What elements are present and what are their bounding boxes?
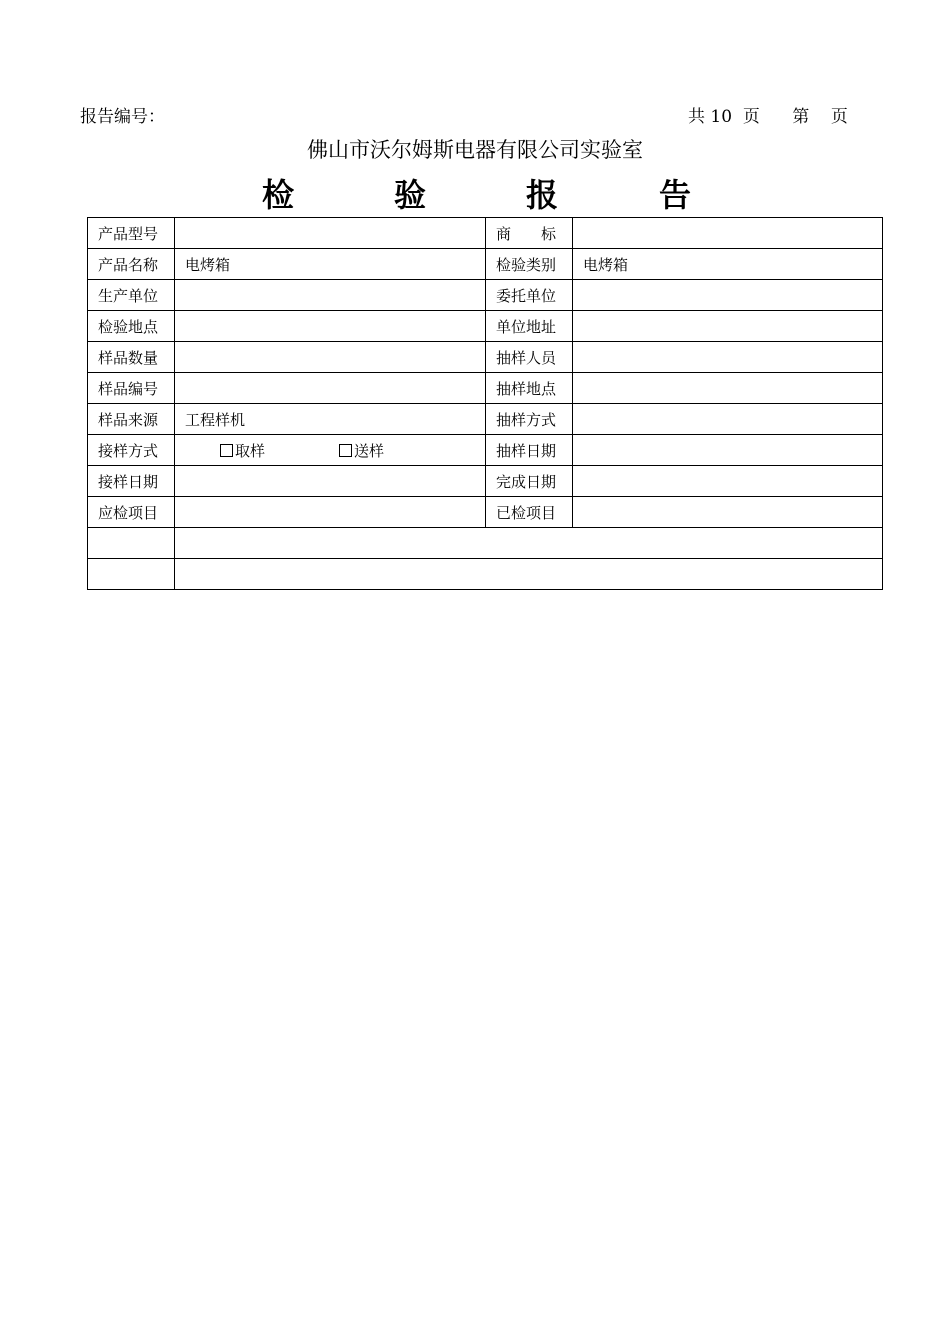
table-row: [88, 497, 883, 528]
inspection-basis-content[interactable]: [175, 528, 883, 559]
field-value-address[interactable]: [573, 311, 883, 342]
report-title: [88, 170, 882, 214]
field-value-client[interactable]: [573, 280, 883, 311]
field-value-sampling-site[interactable]: [573, 373, 883, 404]
field-value-completed-items[interactable]: [573, 497, 883, 528]
title-char-3: 报: [526, 176, 559, 214]
field-label: 样品数量: [88, 342, 175, 373]
field-value-manufacturer[interactable]: [175, 280, 486, 311]
field-value-inspection-site[interactable]: [175, 311, 486, 342]
report-number-label: 报告编号：: [80, 107, 165, 127]
field-value-sampler[interactable]: [573, 342, 883, 373]
table-row: [88, 249, 883, 280]
field-value-sample-quantity[interactable]: [175, 342, 486, 373]
field-label: 应检项目: [88, 497, 175, 528]
table-row: [88, 280, 883, 311]
field-label: 抽样人员: [486, 342, 573, 373]
field-value-sample-number[interactable]: [175, 373, 486, 404]
field-label: 接样日期: [88, 466, 175, 497]
table-row: [88, 435, 883, 466]
field-label: 产品型号: [88, 218, 175, 249]
table-row: [88, 466, 883, 497]
title-char-4: 告: [659, 176, 692, 214]
field-label: 接样方式: [88, 435, 175, 466]
field-label: 抽样日期: [486, 435, 573, 466]
inspection-form-table: [87, 217, 883, 590]
title-char-2: 验: [394, 176, 427, 214]
table-row: [88, 311, 883, 342]
field-label: 抽样方式: [486, 404, 573, 435]
field-value-receive-date[interactable]: [175, 466, 486, 497]
field-label: 完成日期: [486, 466, 573, 497]
field-label: 检验类别: [486, 249, 573, 280]
field-label: 抽样地点: [486, 373, 573, 404]
field-value-trademark[interactable]: [573, 218, 883, 249]
company-name: 佛山市沃尔姆斯电器有限公司实验室: [307, 138, 643, 162]
table-row: [88, 404, 883, 435]
field-value-sampling-date[interactable]: [573, 435, 883, 466]
checkbox-take-sample[interactable]: [220, 440, 265, 461]
field-label: 商 标: [486, 218, 573, 249]
field-label: 生产单位: [88, 280, 175, 311]
field-label: 检验地点: [88, 311, 175, 342]
field-label: 已检项目: [486, 497, 573, 528]
field-label: 产品名称: [88, 249, 175, 280]
inspection-result-label: [88, 559, 175, 590]
field-label: 样品来源: [88, 404, 175, 435]
field-value-sample-source[interactable]: 工程样机: [175, 404, 486, 435]
field-value-required-items[interactable]: [175, 497, 486, 528]
table-row: [88, 218, 883, 249]
checkbox-box-icon: [220, 444, 233, 457]
checkbox-box-icon: [339, 444, 352, 457]
field-label: 单位地址: [486, 311, 573, 342]
field-value-sampling-method[interactable]: [573, 404, 883, 435]
field-value-product-model[interactable]: [175, 218, 486, 249]
field-value-completion-date[interactable]: [573, 466, 883, 497]
table-row: [88, 373, 883, 404]
field-label: 样品编号: [88, 373, 175, 404]
title-char-1: 检: [262, 176, 295, 214]
inspection-result-content[interactable]: [175, 559, 883, 590]
inspection-basis-row: [88, 528, 883, 559]
field-value-product-name[interactable]: 电烤箱: [175, 249, 486, 280]
page-info: 共 10 页 第 页: [688, 107, 848, 127]
inspection-result-row: [88, 559, 883, 590]
checkbox-label: 取样: [235, 441, 266, 460]
field-value-receive-method: [175, 435, 486, 466]
field-label: 委托单位: [486, 280, 573, 311]
checkbox-send-sample[interactable]: [339, 440, 384, 461]
checkbox-label: 送样: [354, 441, 385, 460]
table-row: [88, 342, 883, 373]
field-value-inspection-category[interactable]: 电烤箱: [573, 249, 883, 280]
inspection-basis-label: [88, 528, 175, 559]
